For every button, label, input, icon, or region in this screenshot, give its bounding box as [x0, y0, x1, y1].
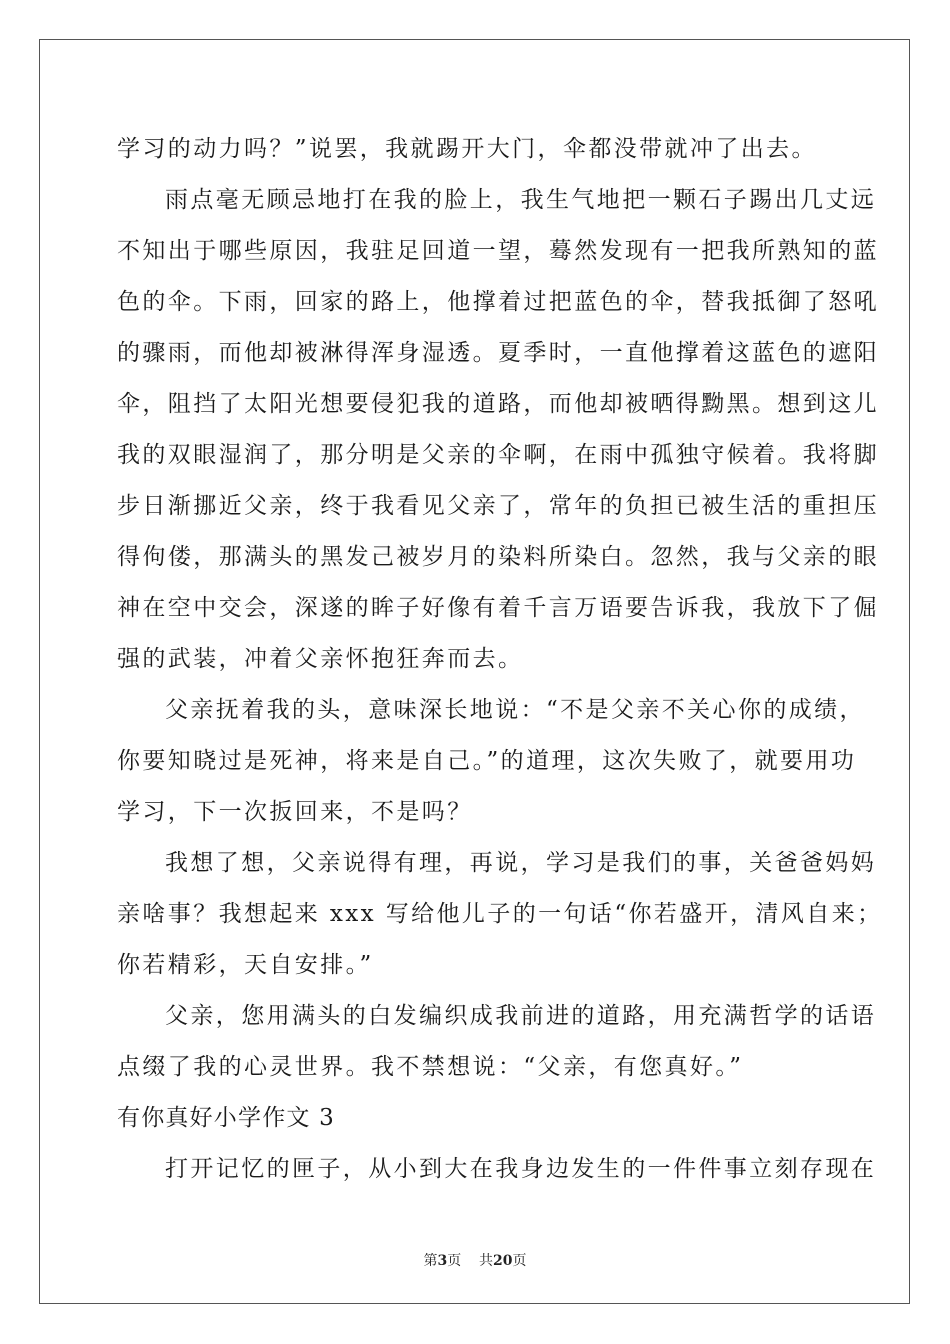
- text-line: 学习，下一次扳回来，不是吗？: [117, 799, 473, 825]
- text-line: 我的双眼湿润了，那分明是父亲的伞啊，在雨中孤独守候着。我将脚: [117, 442, 879, 468]
- page-suffix: 页: [447, 1253, 462, 1269]
- text-line: 色的伞。下雨，回家的路上，他撑着过把蓝色的伞，替我抵御了怒吼: [117, 289, 879, 315]
- total-prefix: 共: [479, 1253, 494, 1269]
- text-line: 得佝偻，那满头的黑发己被岁月的染料所染白。忽然，我与父亲的眼: [117, 544, 879, 570]
- text-line: 你要知晓过是死神，将来是自己。”的道理，这次失败了，就要用功: [117, 748, 857, 774]
- text-line: 不知出于哪些原因，我驻足回道一望，蓦然发现有一把我所熟知的蓝: [117, 238, 879, 264]
- text-line: 步日渐挪近父亲，终于我看见父亲了，常年的负担已被生活的重担压: [117, 493, 879, 519]
- page-prefix: 第: [423, 1253, 438, 1269]
- page-footer: [0, 1252, 950, 1270]
- text-line: 点缀了我的心灵世界。我不禁想说：“父亲，有您真好。”: [117, 1054, 744, 1080]
- text-line: 伞，阻挡了太阳光想要侵犯我的道路，而他却被晒得黝黑。想到这儿: [117, 391, 879, 417]
- text-line: 神在空中交会，深遂的眸子好像有着千言万语要告诉我，我放下了倔: [117, 595, 879, 621]
- text-line: 你若精彩，天自安排。”: [117, 952, 374, 978]
- document-body: [117, 124, 883, 1195]
- page-number: 3: [437, 1253, 448, 1269]
- text-line: 的骤雨，而他却被淋得浑身湿透。夏季时，一直他撑着这蓝色的遮阳: [117, 340, 879, 366]
- text-line: 强的武装，冲着父亲怀抱狂奔而去。: [117, 646, 524, 672]
- text-line: 亲啥事？我想起来 xxx 写给他儿子的一句话“你若盛开，清风自来；: [117, 901, 883, 927]
- paragraph-start-line: 父亲，您用满头的白发编织成我前进的道路，用充满哲学的话语: [165, 1003, 877, 1029]
- text-line: 学习的动力吗？”说罢，我就踢开大门，伞都没带就冲了出去。: [117, 136, 817, 162]
- paragraph-start-line: 雨点毫无顾忌地打在我的脸上，我生气地把一颗石子踢出几丈远: [165, 187, 877, 213]
- paragraph-start-line: 父亲抚着我的头，意味深长地说：“不是父亲不关心你的成绩，: [165, 697, 865, 723]
- total-pages: 20: [493, 1253, 513, 1269]
- section-heading: 有你真好小学作文 3: [117, 1105, 335, 1131]
- total-suffix: 页: [512, 1253, 527, 1269]
- paragraph-start-line: 打开记忆的匣子，从小到大在我身边发生的一件件事立刻存现在: [165, 1156, 877, 1182]
- paragraph-start-line: 我想了想，父亲说得有理，再说，学习是我们的事，关爸爸妈妈: [165, 850, 877, 876]
